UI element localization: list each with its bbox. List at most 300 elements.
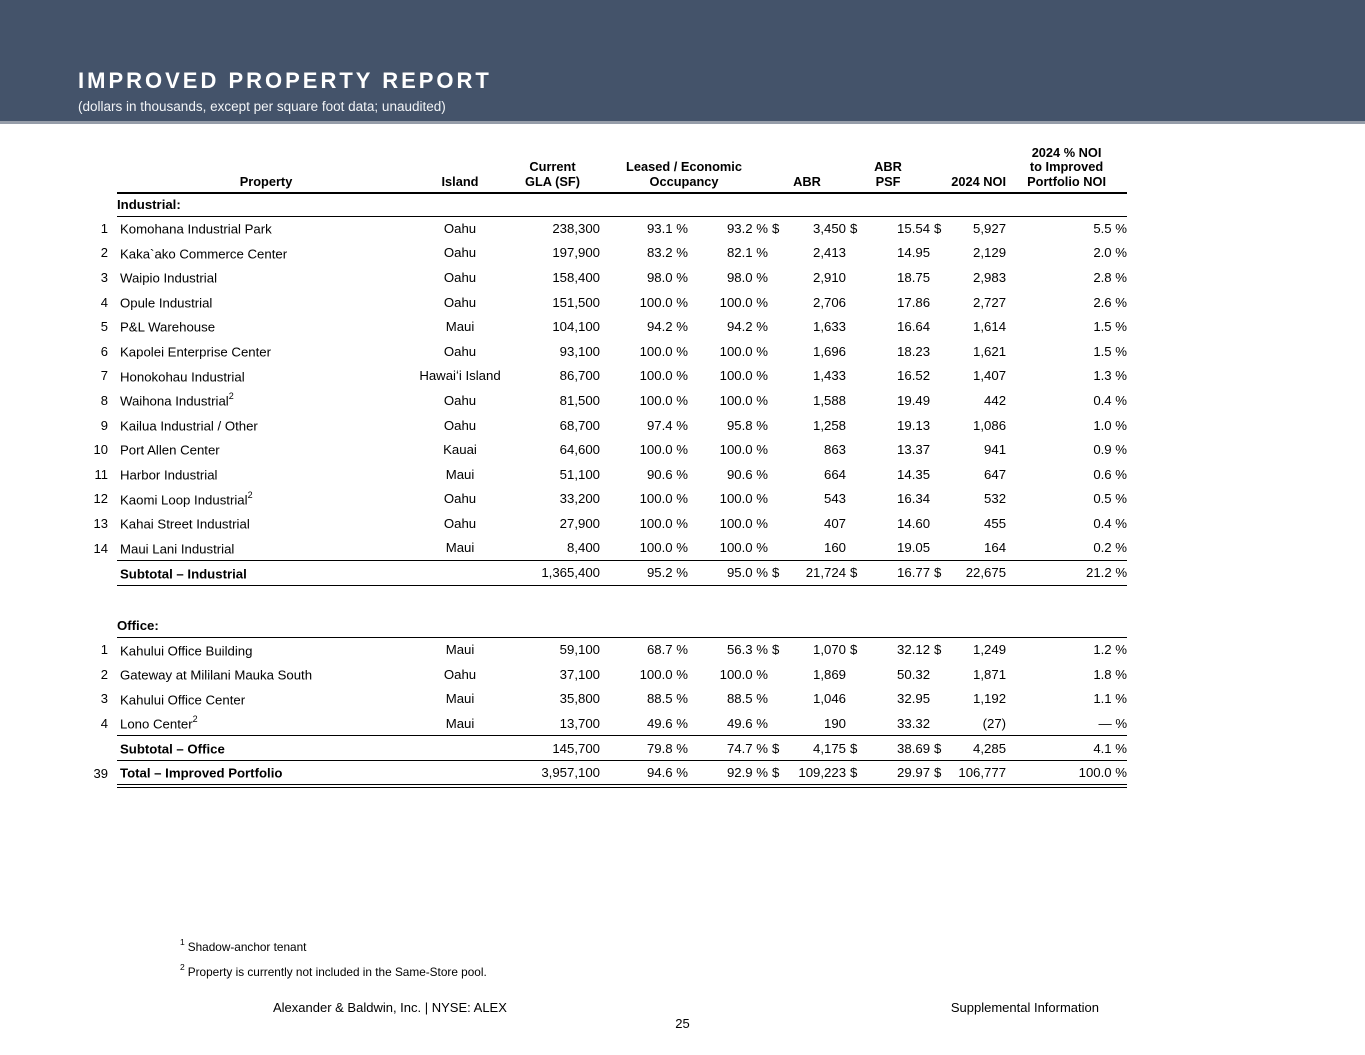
cell-row-number: 2 bbox=[100, 245, 108, 261]
cell-row-number bbox=[90, 560, 117, 585]
cell-island: Maui bbox=[445, 691, 475, 707]
cell-abr: 1,433 bbox=[813, 368, 847, 384]
property-name: Kapolei Enterprise Center bbox=[120, 344, 272, 360]
abr-psf-currency-sign: $ bbox=[846, 736, 872, 761]
cell-property bbox=[117, 761, 415, 786]
cell-island: Oahu bbox=[443, 343, 477, 359]
abr-currency-sign bbox=[768, 314, 794, 339]
cell-abr: 4,175 bbox=[794, 736, 846, 761]
cell-island: Maui bbox=[445, 466, 475, 482]
cell-property bbox=[117, 290, 415, 315]
cell-current-gla: 35,800 bbox=[559, 691, 600, 707]
abr-currency-sign bbox=[768, 339, 794, 364]
cell-abr-psf: 14.60 bbox=[897, 515, 931, 531]
abr-psf-currency-sign bbox=[846, 662, 872, 687]
header-line: Portfolio NOI bbox=[1027, 173, 1106, 189]
footnotes bbox=[180, 938, 487, 988]
cell-property bbox=[117, 536, 415, 561]
cell-economic-occupancy: 90.6 % bbox=[726, 466, 769, 482]
cell-row-number: 6 bbox=[100, 343, 108, 359]
property-name: Total – Improved Portfolio bbox=[120, 765, 283, 781]
cell-pct-noi: — % bbox=[1098, 715, 1128, 731]
spacer bbox=[90, 585, 1127, 614]
cell-row-number bbox=[90, 614, 117, 637]
cell-economic-occupancy: 49.6 % bbox=[726, 715, 769, 731]
cell-2024-noi: 455 bbox=[984, 515, 1007, 531]
cell-property bbox=[117, 364, 415, 389]
cell-2024-noi: 1,407 bbox=[973, 368, 1007, 384]
footnote-1-text: Shadow-anchor tenant bbox=[187, 939, 307, 954]
section-label: Office: bbox=[117, 614, 1127, 637]
cell-abr-psf: 50.32 bbox=[897, 666, 931, 682]
property-name: Honokohau Industrial bbox=[120, 369, 245, 385]
table-row bbox=[90, 487, 1127, 512]
cell-current-gla: 93,100 bbox=[559, 343, 600, 359]
cell-2024-noi: 1,614 bbox=[973, 319, 1007, 335]
cell-row-number: 1 bbox=[100, 220, 108, 236]
property-name: Kaka`ako Commerce Center bbox=[120, 246, 288, 262]
cell-abr: 1,046 bbox=[813, 691, 847, 707]
cell-leased-occupancy: 97.4 % bbox=[646, 417, 688, 433]
abr-psf-currency-sign: $ bbox=[850, 221, 858, 237]
cell-island: Oahu bbox=[443, 666, 477, 682]
cell-pct-noi: 0.4 % bbox=[1093, 392, 1128, 408]
page-title: IMPROVED PROPERTY REPORT bbox=[78, 68, 492, 93]
cell-property bbox=[117, 711, 415, 736]
cell-property bbox=[117, 662, 415, 687]
cell-2024-noi: 1,871 bbox=[973, 666, 1007, 682]
abr-currency-sign bbox=[768, 413, 794, 438]
abr-currency-sign: $ bbox=[772, 221, 780, 237]
table-row bbox=[90, 413, 1127, 438]
cell-economic-occupancy: 100.0 % bbox=[719, 343, 769, 359]
table-row bbox=[90, 536, 1127, 561]
cell-current-gla: 1,365,400 bbox=[505, 560, 600, 585]
cell-abr: 160 bbox=[824, 540, 847, 556]
footnote-2-marker: 2 bbox=[180, 961, 185, 972]
property-name: Maui Lani Industrial bbox=[120, 540, 235, 556]
cell-island: Oahu bbox=[443, 245, 477, 261]
cell-property bbox=[117, 339, 415, 364]
cell-row-number: 4 bbox=[100, 294, 108, 310]
cell-abr-psf: 19.13 bbox=[897, 417, 931, 433]
footnote-marker: 2 bbox=[247, 489, 253, 500]
cell-row-number bbox=[90, 193, 117, 216]
cell-island: Oahu bbox=[443, 392, 477, 408]
cell-pct-noi: 2.8 % bbox=[1093, 269, 1128, 285]
cell-island: Maui bbox=[445, 642, 475, 658]
noi-currency-sign bbox=[930, 536, 956, 561]
cell-row-number: 8 bbox=[100, 392, 108, 408]
header-island: Island bbox=[415, 142, 505, 193]
cell-abr-psf: 14.95 bbox=[897, 245, 931, 261]
cell-current-gla: 68,700 bbox=[559, 417, 600, 433]
cell-leased-occupancy: 98.0 % bbox=[646, 269, 688, 285]
cell-island: Hawaiʻi Island bbox=[419, 368, 501, 384]
noi-currency-sign bbox=[930, 290, 956, 315]
cell-row-number: 1 bbox=[100, 642, 108, 658]
footer-document-type: Supplemental Information bbox=[950, 1000, 1099, 1015]
cell-current-gla: 27,900 bbox=[559, 515, 600, 531]
abr-psf-currency-sign bbox=[846, 241, 872, 266]
cell-property bbox=[117, 437, 415, 462]
abr-currency-sign: $ bbox=[768, 560, 794, 585]
abr-psf-currency-sign: $ bbox=[850, 642, 858, 658]
cell-leased-occupancy: 49.6 % bbox=[646, 715, 688, 731]
cell-row-number: 2 bbox=[100, 666, 108, 682]
cell-pct-noi: 0.2 % bbox=[1093, 540, 1128, 556]
section-label: Industrial: bbox=[117, 193, 1127, 216]
cell-abr: 2,910 bbox=[813, 269, 847, 285]
table-row bbox=[90, 265, 1127, 290]
property-name: Gateway at Mililani Mauka South bbox=[120, 667, 313, 683]
cell-property bbox=[117, 560, 415, 585]
cell-island: Oahu bbox=[443, 417, 477, 433]
cell-property bbox=[117, 388, 415, 413]
cell-pct-noi: 1.2 % bbox=[1093, 642, 1128, 658]
cell-abr: 543 bbox=[824, 491, 847, 507]
abr-psf-currency-sign bbox=[846, 265, 872, 290]
cell-property bbox=[117, 216, 415, 241]
cell-pct-noi: 0.4 % bbox=[1093, 515, 1128, 531]
table-row bbox=[90, 761, 1127, 786]
cell-pct-noi: 100.0 % bbox=[1006, 761, 1127, 786]
cell-row-number: 4 bbox=[100, 715, 108, 731]
cell-economic-occupancy: 100.0 % bbox=[719, 540, 769, 556]
cell-abr: 1,696 bbox=[813, 343, 847, 359]
cell-economic-occupancy: 56.3 % bbox=[726, 642, 769, 658]
cell-abr-psf: 16.52 bbox=[897, 368, 931, 384]
cell-leased-occupancy: 95.2 % bbox=[600, 560, 688, 585]
table-row bbox=[90, 687, 1127, 712]
cell-leased-occupancy: 79.8 % bbox=[600, 736, 688, 761]
cell-current-gla: 86,700 bbox=[559, 368, 600, 384]
cell-property bbox=[117, 511, 415, 536]
cell-row-number: 5 bbox=[100, 319, 108, 335]
noi-currency-sign bbox=[930, 662, 956, 687]
abr-currency-sign bbox=[768, 662, 794, 687]
cell-current-gla: 59,100 bbox=[559, 642, 600, 658]
spacer-row bbox=[90, 585, 1127, 614]
property-name: Kailua Industrial / Other bbox=[120, 418, 258, 434]
cell-current-gla: 151,500 bbox=[552, 294, 600, 310]
cell-abr-psf: 18.75 bbox=[897, 269, 931, 285]
noi-currency-sign bbox=[930, 339, 956, 364]
cell-economic-occupancy: 100.0 % bbox=[719, 515, 769, 531]
cell-abr-psf: 16.77 bbox=[872, 560, 930, 585]
table-row bbox=[90, 241, 1127, 266]
cell-property bbox=[117, 487, 415, 512]
noi-currency-sign bbox=[930, 462, 956, 487]
cell-property bbox=[117, 314, 415, 339]
table-row bbox=[90, 437, 1127, 462]
cell-leased-occupancy: 90.6 % bbox=[646, 466, 688, 482]
cell-pct-noi: 2.6 % bbox=[1093, 294, 1128, 310]
abr-psf-currency-sign bbox=[846, 314, 872, 339]
abr-psf-currency-sign bbox=[846, 388, 872, 413]
property-name: Kahului Office Building bbox=[120, 643, 253, 659]
cell-pct-noi: 4.1 % bbox=[1006, 736, 1127, 761]
table-row bbox=[90, 560, 1127, 585]
property-name: Harbor Industrial bbox=[120, 467, 218, 483]
abr-psf-currency-sign bbox=[846, 536, 872, 561]
cell-row-number: 39 bbox=[93, 765, 108, 781]
cell-property bbox=[117, 687, 415, 712]
cell-abr: 109,223 bbox=[794, 761, 846, 786]
cell-row-number: 13 bbox=[93, 515, 108, 531]
header-row-number bbox=[90, 142, 117, 193]
cell-abr-psf: 19.49 bbox=[897, 392, 931, 408]
cell-abr-psf: 38.69 bbox=[872, 736, 930, 761]
abr-currency-sign bbox=[768, 241, 794, 266]
page-number: 25 bbox=[675, 1016, 690, 1031]
cell-abr-psf: 33.32 bbox=[897, 715, 931, 731]
table-row bbox=[90, 388, 1127, 413]
footer-company: Alexander & Baldwin, Inc. | NYSE: ALEX bbox=[273, 1000, 507, 1015]
cell-leased-occupancy: 100.0 % bbox=[639, 515, 688, 531]
cell-economic-occupancy: 82.1 % bbox=[726, 245, 769, 261]
abr-psf-currency-sign bbox=[846, 339, 872, 364]
cell-abr: 2,413 bbox=[813, 245, 847, 261]
cell-abr: 664 bbox=[824, 466, 847, 482]
header-abr-psf bbox=[846, 142, 930, 193]
property-name: Subtotal – Industrial bbox=[120, 566, 247, 581]
abr-currency-sign bbox=[768, 265, 794, 290]
cell-pct-noi: 1.5 % bbox=[1093, 319, 1128, 335]
abr-psf-currency-sign: $ bbox=[846, 761, 872, 786]
table-body bbox=[90, 193, 1127, 786]
cell-leased-occupancy: 88.5 % bbox=[646, 691, 688, 707]
cell-property bbox=[117, 637, 415, 662]
header-pct-noi bbox=[1006, 142, 1127, 193]
abr-currency-sign bbox=[768, 388, 794, 413]
cell-2024-noi: 442 bbox=[984, 392, 1007, 408]
cell-leased-occupancy: 100.0 % bbox=[639, 666, 688, 682]
header-line: GLA (SF) bbox=[525, 173, 580, 189]
cell-island: Oahu bbox=[443, 221, 477, 237]
cell-current-gla: 238,300 bbox=[552, 221, 600, 237]
cell-current-gla: 8,400 bbox=[566, 540, 600, 556]
abr-currency-sign bbox=[768, 687, 794, 712]
cell-pct-noi: 1.8 % bbox=[1093, 666, 1128, 682]
abr-psf-currency-sign bbox=[846, 487, 872, 512]
cell-economic-occupancy: 100.0 % bbox=[719, 491, 769, 507]
table-row bbox=[90, 736, 1127, 761]
table-row bbox=[90, 216, 1127, 241]
noi-currency-sign: $ bbox=[930, 560, 956, 585]
cell-property bbox=[117, 462, 415, 487]
cell-row-number: 14 bbox=[93, 540, 108, 556]
cell-island bbox=[415, 736, 505, 761]
abr-psf-currency-sign bbox=[846, 413, 872, 438]
header-line: PSF bbox=[875, 173, 901, 189]
property-name: Kaomi Loop Industrial bbox=[120, 492, 248, 508]
cell-island: Oahu bbox=[443, 269, 477, 285]
cell-leased-occupancy: 94.6 % bbox=[600, 761, 688, 786]
cell-leased-occupancy: 100.0 % bbox=[639, 294, 688, 310]
cell-economic-occupancy: 88.5 % bbox=[726, 691, 769, 707]
property-name: Kahului Office Center bbox=[120, 691, 246, 707]
cell-abr: 1,588 bbox=[813, 392, 847, 408]
abr-psf-currency-sign bbox=[846, 290, 872, 315]
cell-abr: 190 bbox=[824, 715, 847, 731]
cell-2024-noi: 22,675 bbox=[956, 560, 1006, 585]
property-name: P&L Warehouse bbox=[120, 319, 216, 335]
cell-island: Oahu bbox=[443, 515, 477, 531]
cell-island: Maui bbox=[445, 715, 475, 731]
cell-2024-noi: 1,249 bbox=[973, 642, 1007, 658]
header-line: Leased / Economic bbox=[626, 159, 742, 174]
cell-economic-occupancy: 100.0 % bbox=[719, 666, 769, 682]
cell-abr-psf: 16.34 bbox=[897, 491, 931, 507]
table-row bbox=[90, 637, 1127, 662]
noi-currency-sign bbox=[930, 241, 956, 266]
footnote-2 bbox=[180, 963, 487, 979]
cell-abr-psf: 19.05 bbox=[897, 540, 931, 556]
cell-row-number bbox=[90, 736, 117, 761]
header-abr: ABR bbox=[768, 142, 846, 193]
noi-currency-sign bbox=[930, 511, 956, 536]
cell-row-number: 7 bbox=[100, 368, 108, 384]
cell-2024-noi: 106,777 bbox=[956, 761, 1006, 786]
property-name: Kahai Street Industrial bbox=[120, 516, 250, 532]
property-name: Port Allen Center bbox=[120, 442, 220, 458]
header-2024-noi: 2024 NOI bbox=[930, 142, 1006, 193]
cell-current-gla: 64,600 bbox=[559, 442, 600, 458]
cell-2024-noi: 1,621 bbox=[973, 343, 1007, 359]
cell-leased-occupancy: 100.0 % bbox=[639, 540, 688, 556]
cell-row-number: 3 bbox=[100, 691, 108, 707]
report-body bbox=[90, 142, 1128, 979]
abr-psf-currency-sign: $ bbox=[846, 560, 872, 585]
cell-abr: 1,258 bbox=[813, 417, 847, 433]
cell-current-gla: 197,900 bbox=[552, 245, 600, 261]
noi-currency-sign bbox=[930, 711, 956, 736]
abr-currency-sign: $ bbox=[772, 642, 780, 658]
cell-abr: 1,869 bbox=[813, 666, 847, 682]
report-banner bbox=[0, 0, 1365, 124]
cell-economic-occupancy: 100.0 % bbox=[719, 392, 769, 408]
cell-2024-noi: 2,129 bbox=[973, 245, 1007, 261]
cell-leased-occupancy: 100.0 % bbox=[639, 343, 688, 359]
noi-currency-sign: $ bbox=[934, 221, 942, 237]
abr-currency-sign bbox=[768, 511, 794, 536]
table-row bbox=[90, 364, 1127, 389]
footnote-1 bbox=[180, 938, 487, 954]
cell-2024-noi: 1,192 bbox=[973, 691, 1007, 707]
header-current-gla bbox=[505, 142, 600, 193]
cell-pct-noi: 1.0 % bbox=[1093, 417, 1128, 433]
section-header-row bbox=[90, 193, 1127, 216]
cell-leased-occupancy: 94.2 % bbox=[646, 319, 688, 335]
cell-current-gla: 13,700 bbox=[559, 715, 600, 731]
property-name: Waipio Industrial bbox=[120, 270, 217, 286]
header-property: Property bbox=[117, 142, 415, 193]
cell-leased-occupancy: 68.7 % bbox=[646, 642, 688, 658]
cell-current-gla: 158,400 bbox=[552, 269, 600, 285]
abr-currency-sign bbox=[768, 462, 794, 487]
cell-pct-noi: 1.1 % bbox=[1093, 691, 1128, 707]
header-line: to Improved bbox=[1029, 159, 1104, 174]
cell-2024-noi: 532 bbox=[984, 491, 1007, 507]
table-header bbox=[90, 142, 1127, 193]
cell-abr: 863 bbox=[824, 442, 847, 458]
cell-current-gla: 3,957,100 bbox=[505, 761, 600, 786]
cell-row-number: 12 bbox=[93, 491, 108, 507]
cell-leased-occupancy: 93.1 % bbox=[646, 221, 688, 237]
cell-abr-psf: 16.64 bbox=[897, 319, 931, 335]
cell-current-gla: 51,100 bbox=[559, 466, 600, 482]
cell-2024-noi: 1,086 bbox=[973, 417, 1007, 433]
footnote-marker: 2 bbox=[192, 713, 198, 724]
cell-property bbox=[117, 413, 415, 438]
abr-psf-currency-sign bbox=[846, 437, 872, 462]
header-occupancy bbox=[600, 142, 768, 193]
cell-economic-occupancy: 94.2 % bbox=[726, 319, 769, 335]
abr-currency-sign bbox=[768, 487, 794, 512]
noi-currency-sign bbox=[930, 388, 956, 413]
property-name: Opule Industrial bbox=[120, 295, 213, 311]
page-subtitle: (dollars in thousands, except per square foot data; unaudited) bbox=[78, 99, 446, 114]
abr-psf-currency-sign bbox=[846, 687, 872, 712]
abr-currency-sign bbox=[768, 437, 794, 462]
header-line: 2024 % NOI bbox=[1031, 144, 1102, 160]
cell-2024-noi: 2,983 bbox=[973, 269, 1007, 285]
cell-abr-psf: 18.23 bbox=[897, 343, 931, 359]
cell-island: Kauai bbox=[443, 442, 477, 458]
cell-island bbox=[415, 560, 505, 585]
cell-pct-noi: 2.0 % bbox=[1093, 245, 1128, 261]
cell-row-number: 11 bbox=[94, 466, 108, 482]
noi-currency-sign bbox=[930, 314, 956, 339]
cell-economic-occupancy: 100.0 % bbox=[719, 442, 769, 458]
cell-current-gla: 33,200 bbox=[559, 491, 600, 507]
cell-island: Oahu bbox=[443, 294, 477, 310]
table-row bbox=[90, 511, 1127, 536]
noi-currency-sign bbox=[930, 437, 956, 462]
cell-2024-noi: (27) bbox=[982, 715, 1007, 731]
cell-abr-psf: 14.35 bbox=[897, 466, 931, 482]
cell-abr-psf: 17.86 bbox=[897, 294, 931, 310]
cell-pct-noi: 1.3 % bbox=[1093, 368, 1128, 384]
cell-property bbox=[117, 736, 415, 761]
cell-abr-psf: 32.95 bbox=[897, 691, 931, 707]
table-row bbox=[90, 314, 1127, 339]
cell-pct-noi: 5.5 % bbox=[1093, 221, 1128, 237]
table-row bbox=[90, 662, 1127, 687]
cell-abr-psf: 29.97 bbox=[872, 761, 930, 786]
cell-2024-noi: 164 bbox=[984, 540, 1007, 556]
cell-pct-noi: 21.2 % bbox=[1006, 560, 1127, 585]
table-row bbox=[90, 339, 1127, 364]
abr-psf-currency-sign bbox=[846, 364, 872, 389]
footnote-marker: 2 bbox=[228, 391, 234, 402]
noi-currency-sign bbox=[930, 265, 956, 290]
cell-current-gla: 104,100 bbox=[552, 319, 600, 335]
cell-island: Maui bbox=[445, 540, 475, 556]
footnote-1-marker: 1 bbox=[180, 937, 185, 947]
cell-pct-noi: 0.6 % bbox=[1093, 466, 1128, 482]
cell-abr: 2,706 bbox=[813, 294, 847, 310]
cell-island bbox=[415, 761, 505, 786]
noi-currency-sign: $ bbox=[930, 736, 956, 761]
abr-currency-sign bbox=[768, 536, 794, 561]
abr-currency-sign: $ bbox=[768, 761, 794, 786]
cell-abr-psf: 15.54 bbox=[897, 221, 931, 237]
cell-economic-occupancy: 100.0 % bbox=[719, 368, 769, 384]
property-name: Subtotal – Office bbox=[120, 741, 225, 757]
cell-economic-occupancy: 95.0 % bbox=[688, 560, 768, 585]
